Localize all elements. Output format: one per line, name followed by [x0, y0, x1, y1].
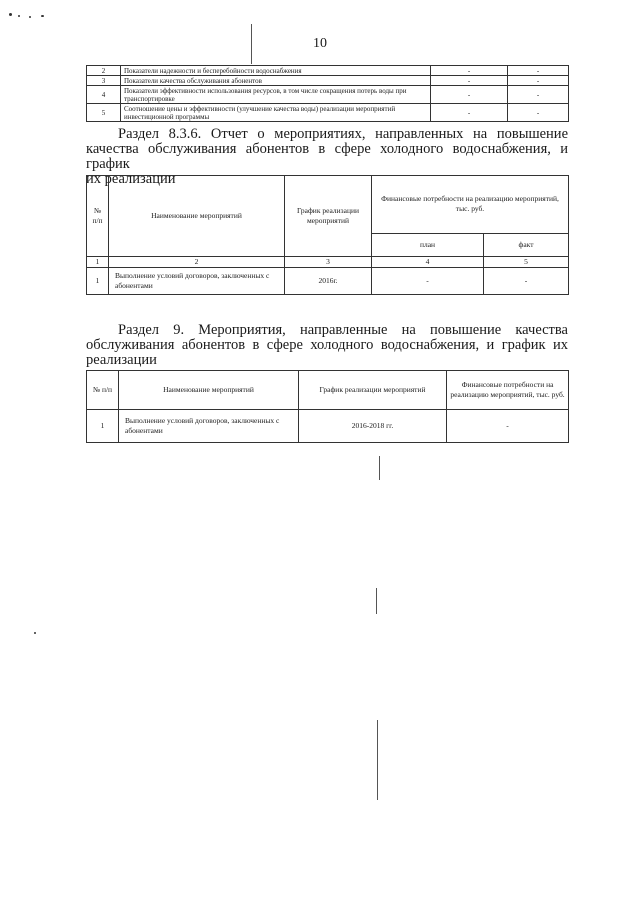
section-heading-line: качества обслуживания абонентов в сфере холодного водоснабжения, и график [86, 141, 568, 172]
measure-schedule: 2016г. [285, 268, 372, 295]
indicator-name: Показатели эффективности использования ресурсов, в том числе сокращения потерь воды при транспортировке [121, 86, 431, 104]
table-row [87, 176, 569, 234]
table-row [87, 104, 569, 122]
header-number: № п/п [87, 176, 109, 257]
column-index: 3 [285, 257, 372, 268]
header-plan: план [372, 233, 484, 256]
column-index: 1 [87, 257, 109, 268]
table-row [87, 66, 569, 76]
indicators-table [86, 65, 569, 122]
indicator-value: - [508, 76, 569, 86]
row-number: 1 [87, 410, 119, 443]
indicator-value: - [508, 104, 569, 122]
column-index: 2 [109, 257, 285, 268]
measure-fact: - [484, 268, 569, 295]
scan-speck [29, 16, 31, 18]
section-heading-line: Раздел 8.3.6. Отчет о мероприятиях, направленных на повышение [118, 126, 568, 142]
header-fact: факт [484, 233, 569, 256]
indicator-value: - [431, 76, 508, 86]
page-number: 10 [313, 36, 327, 51]
header-schedule: График реализации мероприятий [299, 371, 447, 410]
row-number: 3 [87, 76, 121, 86]
indicator-name: Соотношение цены и эффективности (улучшение качества воды) реализации мероприятий инвестиционной программы [121, 104, 431, 122]
header-measure-name: Наименование мероприятий [119, 371, 299, 410]
scan-mark [377, 720, 378, 800]
header-finance: Финансовые потребности на реализацию мероприятий, тыс. руб. [372, 176, 569, 234]
column-index: 5 [484, 257, 569, 268]
column-index: 4 [372, 257, 484, 268]
row-number: 2 [87, 66, 121, 76]
header-number: № п/п [87, 371, 119, 410]
scan-mark [379, 456, 380, 480]
section-heading-line: их реализации [86, 171, 176, 187]
scan-speck [34, 632, 36, 634]
row-number: 5 [87, 104, 121, 122]
measures-table [86, 370, 569, 443]
indicator-value: - [431, 104, 508, 122]
scan-speck [41, 15, 44, 17]
measure-schedule: 2016-2018 гг. [299, 410, 447, 443]
measure-plan: - [372, 268, 484, 295]
header-measure-name: Наименование мероприятий [109, 176, 285, 257]
measure-name: Выполнение условий договоров, заключенных с абонентами [119, 410, 299, 443]
indicator-name: Показатели качества обслуживания абонентов [121, 76, 431, 86]
indicator-value: - [508, 86, 569, 104]
table-row [87, 410, 569, 443]
scan-speck [18, 15, 20, 17]
scan-speck [9, 13, 12, 16]
measure-name: Выполнение условий договоров, заключенных с абонентами [109, 268, 285, 295]
indicator-name: Показатели надежности и бесперебойности водоснабжения [121, 66, 431, 76]
section-heading-line: обслуживания абонентов в сфере холодного водоснабжения, и график их [86, 337, 568, 353]
indicator-value: - [508, 66, 569, 76]
section-heading-line: реализации [86, 352, 157, 368]
measure-finance: - [447, 410, 569, 443]
table-row [87, 268, 569, 295]
table-row [87, 76, 569, 86]
measures-report-table [86, 175, 569, 295]
row-number: 4 [87, 86, 121, 104]
row-number: 1 [87, 268, 109, 295]
indicator-value: - [431, 66, 508, 76]
table-row [87, 257, 569, 268]
indicator-value: - [431, 86, 508, 104]
table-row [87, 371, 569, 410]
section-9-heading [86, 323, 568, 368]
header-schedule: График реализации мероприятий [285, 176, 372, 257]
scan-mark [376, 588, 377, 614]
scan-mark [251, 24, 252, 64]
header-finance: Финансовые потребности на реализацию мероприятий, тыс. руб. [447, 371, 569, 410]
table-row [87, 86, 569, 104]
section-heading-line: Раздел 9. Мероприятия, направленные на повышение качества [118, 322, 568, 338]
